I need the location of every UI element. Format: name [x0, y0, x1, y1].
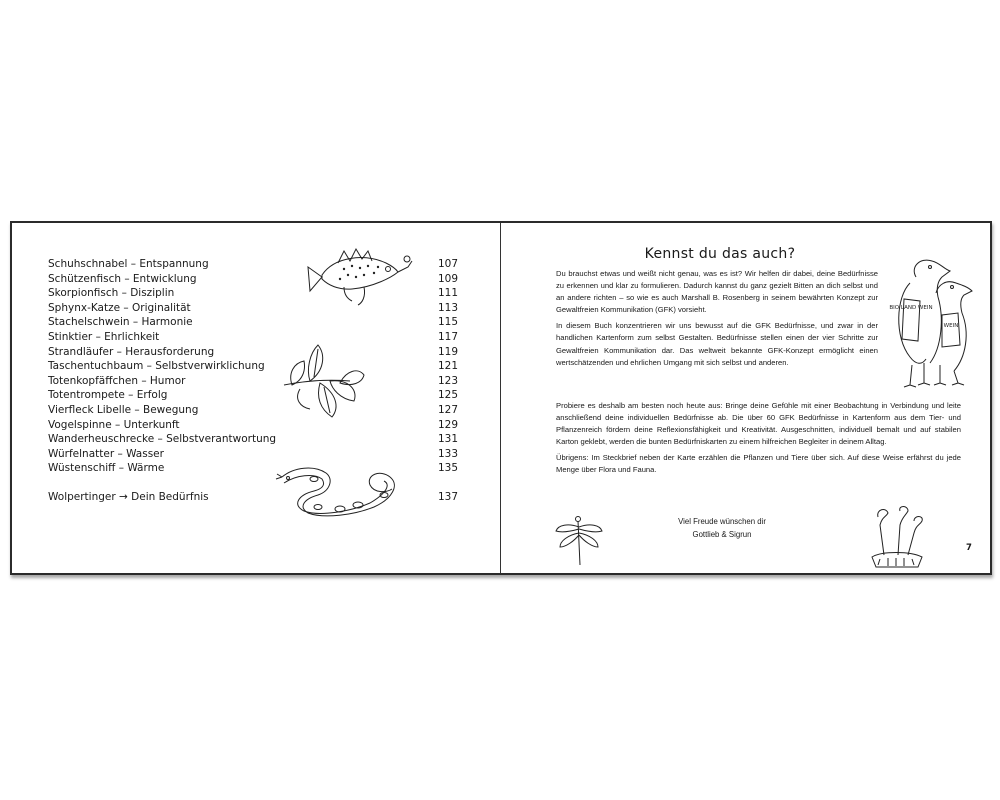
toc-entry-label: Schützenfisch – Entwicklung: [48, 272, 197, 285]
toc-entry-page: 131: [437, 433, 458, 446]
intro-text: [556, 268, 878, 373]
toc-entry: [48, 345, 458, 360]
toc-entry-page: 127: [437, 403, 458, 416]
toc-entry-label: Strandläufer – Herausforderung: [48, 345, 215, 358]
signoff-names: Gottlieb & Sigrun: [692, 530, 752, 539]
ducks-illustration: [880, 247, 980, 397]
toc-entry-page: 121: [437, 360, 458, 373]
toc-entry-label: Vierfleck Libelle – Bewegung: [48, 403, 199, 416]
intro-paragraph: Übrigens: Im Steckbrief neben der Karte erzählen die Pflanzen und Tiere über sich. Auf diese Weise erfährst du jede Menge über Flora und Fauna.: [556, 453, 961, 475]
intro-paragraph: In diesem Buch konzentrieren wir uns bewusst auf die GFK Bedürfnisse, und zwar in der handlichen Kartenform zum selbst Gestalten. Bedürfnisse stellen einen der vier Schritte zur Gewaltfreien Kommunikation dar. Das weltweit bekannte GFK-Konzept ermöglicht einen wertschätzenden und ehrlichen Umgang mit sich selbst und anderen.: [556, 321, 878, 367]
toc-entry-label: Stinktier – Ehrlichkeit: [48, 330, 160, 343]
signoff-line: Viel Freude wünschen dir: [678, 517, 766, 526]
toc-entry-page: 117: [437, 330, 458, 343]
dragonfly-illustration: [554, 513, 604, 569]
page-title: Kennst du das auch?: [644, 246, 796, 262]
toc-entry-label: Sphynx-Katze – Originalität: [48, 301, 191, 314]
snake-illustration: [274, 449, 414, 519]
toc-entry-page: 109: [437, 272, 458, 285]
signoff: [662, 515, 782, 541]
bottle-label: BIO LAND WEIN: [889, 305, 933, 311]
toc-entry: [48, 330, 458, 345]
mushroom-illustration: [862, 503, 932, 571]
toc-entry-label: Schuhschnabel – Entspannung: [48, 258, 209, 270]
bottle-label: WEIN: [943, 323, 959, 329]
toc-entry-page: 115: [437, 316, 458, 329]
toc-entry-label: Vogelspinne – Unterkunft: [48, 418, 180, 431]
toc-entry: [48, 359, 458, 374]
fish-illustration: [304, 239, 414, 309]
toc-entry-label: Wüstenschiff – Wärme: [48, 462, 165, 475]
toc-entry: [48, 418, 458, 433]
toc-entry-page: 137: [437, 490, 458, 503]
toc-entry: [48, 403, 458, 418]
toc-entry-page: 107: [437, 258, 458, 270]
toc-entry-page: 123: [437, 374, 458, 387]
book-spread: [10, 221, 992, 575]
toc-entry: [48, 388, 458, 403]
toc-entry-label: Totenkopfäffchen – Humor: [48, 374, 186, 387]
toc-entry-label: Taschentuchbaum – Selbstverwirklichung: [48, 360, 265, 373]
toc-entry-page: 135: [437, 462, 458, 475]
toc-entry: [48, 374, 458, 389]
toc-entry-label: Skorpionfisch – Disziplin: [48, 287, 175, 300]
toc-entry-page: 125: [437, 389, 458, 402]
intro-wide-text: [556, 400, 961, 481]
toc-entry-label: Wolpertinger → Dein Bedürfnis: [48, 490, 209, 503]
toc-entry-label: Stachelschwein – Harmonie: [48, 316, 193, 329]
book-spine: [500, 223, 501, 573]
toc-entry-page: 133: [437, 447, 458, 460]
toc-entry-page: 113: [437, 301, 458, 314]
toc-entry: [48, 315, 458, 330]
intro-paragraph: Du brauchst etwas und weißt nicht genau, was es ist? Wir helfen dir dabei, deine Bedürfnisse zu erkennen und klar zu formulieren. Dadurch kannst du ganz gezielt Bitten an dich selbst und an andere richten – so wie es auch Marshall B. Rosenberg in seinem bewährten Konzept zur Gewaltfreien Kommunikation (GFK) vorsieht.: [556, 269, 878, 315]
toc-entry-page: 111: [437, 287, 458, 300]
intro-paragraph: Probiere es deshalb am besten noch heute aus: Bringe deine Gefühle mit einer Beobachtung in Verbindung und leite anschließend deine individuellen Bedürfnisse ab. Die über 60 GFK Bedürfnisse in Kartenform aus dem Tier- und Pflanzenreich fördern deine Reflexionsfähigkeit und Kreativität. Ausgeschnitten, individuell bemalt und auf stabilen Karton geklebt, werden die bunten Bedürfniskarten zu einem hilfreichen Begleiter in deinem Alltag.: [556, 401, 961, 447]
toc-entry-label: Würfelnatter – Wasser: [48, 447, 164, 460]
toc-entry-label: Totentrompete – Erfolg: [48, 389, 168, 402]
toc-entry-page: 119: [437, 345, 458, 358]
toc-entry: [48, 432, 458, 447]
toc-entry-page: 129: [437, 418, 458, 431]
toc-entry-label: Wanderheuschrecke – Selbstverantwortung: [48, 433, 277, 446]
page-number: 7: [966, 543, 972, 553]
handkerchief-tree-illustration: [280, 341, 370, 423]
